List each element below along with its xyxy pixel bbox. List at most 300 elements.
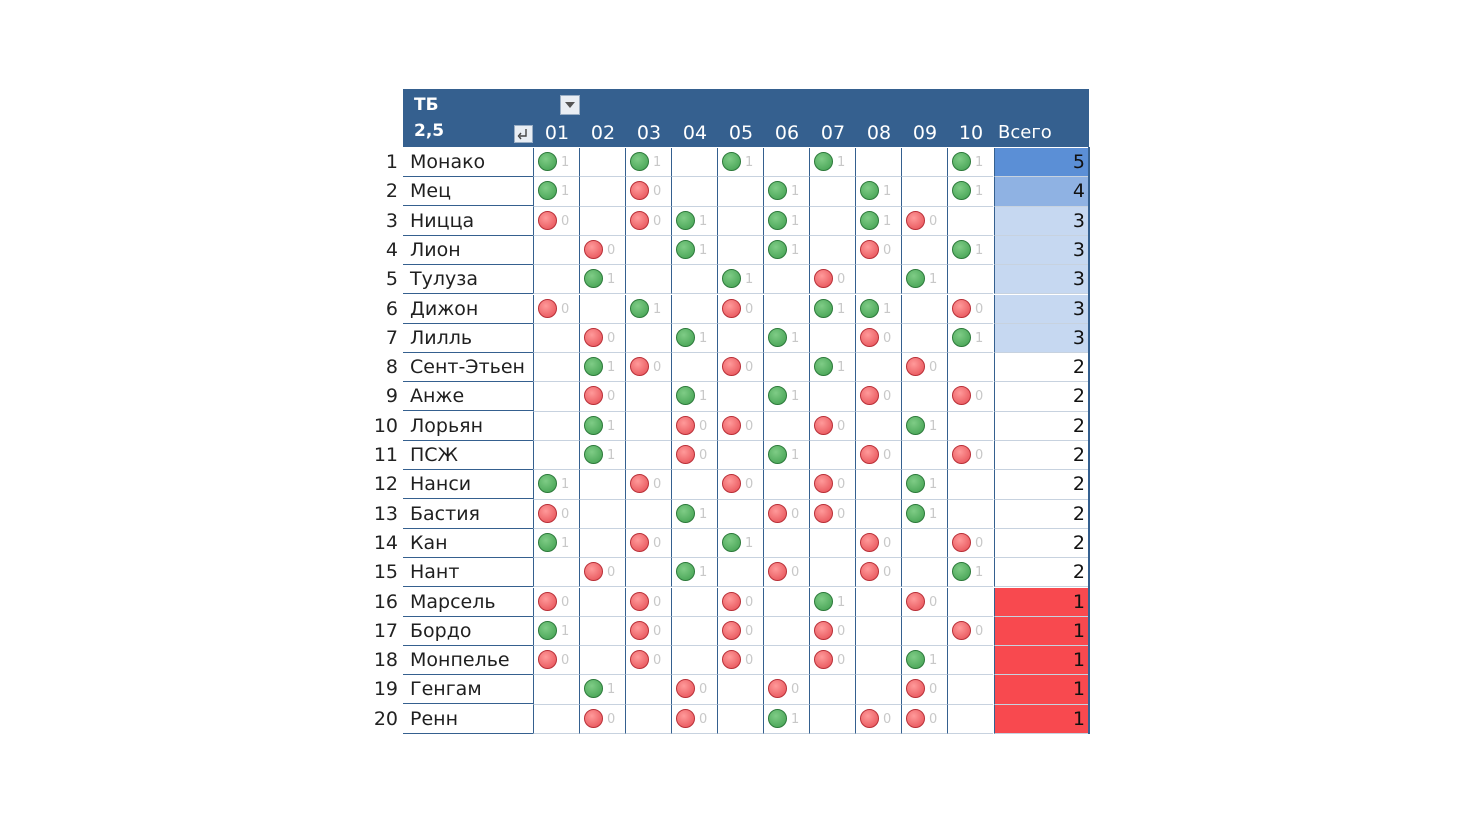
value-cell[interactable] [533,236,579,265]
column-header[interactable]: 03 [636,122,662,144]
value-cell[interactable] [579,588,625,617]
red-circle-icon [584,562,603,581]
value-cell[interactable] [947,295,993,324]
table-row [370,705,1090,734]
team-name-cell[interactable]: Монпелье [403,646,533,675]
value-cell[interactable] [625,470,671,499]
cell-value: 1 [561,184,570,200]
value-cell[interactable] [763,500,809,529]
table-row [370,353,1090,382]
cell-value: 1 [699,506,708,522]
total-cell[interactable]: 3 [994,324,1089,353]
total-cell[interactable]: 2 [994,558,1089,587]
value-cell[interactable] [533,207,579,236]
total-cell[interactable]: 2 [994,412,1089,441]
cell-value: 1 [561,623,570,639]
row-number: 3 [385,209,398,232]
value-cell[interactable] [855,646,901,675]
cell-value: 1 [837,594,846,610]
table-row [370,470,1090,499]
value-cell[interactable] [947,177,993,206]
value-cell[interactable] [671,558,717,587]
red-circle-icon [860,445,879,464]
red-circle-icon [676,416,695,435]
red-circle-icon [584,386,603,405]
value-cell[interactable] [717,295,763,324]
value-cell[interactable] [625,646,671,675]
value-cell[interactable] [625,295,671,324]
value-cell[interactable] [809,441,855,470]
value-cell[interactable] [901,236,947,265]
value-cell[interactable] [947,412,993,441]
value-cell[interactable] [533,617,579,646]
value-cell[interactable] [717,617,763,646]
column-header[interactable]: 07 [820,122,846,144]
value-cell[interactable] [533,470,579,499]
team-name-cell[interactable]: Мец [403,177,533,206]
value-cell[interactable] [947,646,993,675]
value-cell[interactable] [855,441,901,470]
value-cell[interactable] [579,177,625,206]
value-cell[interactable] [579,236,625,265]
green-circle-icon [584,357,603,376]
value-cell[interactable] [763,177,809,206]
value-cell[interactable] [763,441,809,470]
value-cell[interactable] [809,412,855,441]
value-cell[interactable] [671,324,717,353]
value-cell[interactable] [901,470,947,499]
red-circle-icon [722,650,741,669]
row-number: 1 [385,151,398,173]
value-cell[interactable] [671,646,717,675]
red-circle-icon [538,211,557,230]
value-cell[interactable] [763,382,809,411]
value-cell[interactable] [625,148,671,177]
value-cell[interactable] [809,558,855,587]
value-cell[interactable] [855,177,901,206]
cell-value: 0 [745,360,754,376]
value-cell[interactable] [579,500,625,529]
value-cell[interactable] [579,617,625,646]
red-circle-icon [860,240,879,259]
team-name-cell[interactable]: Монако [403,148,533,177]
column-header[interactable]: 04 [682,122,708,144]
value-cell[interactable] [947,558,993,587]
value-cell[interactable] [625,558,671,587]
value-cell[interactable] [763,236,809,265]
total-cell[interactable]: 1 [994,617,1089,646]
value-cell[interactable] [947,382,993,411]
value-cell[interactable] [579,705,625,734]
team-name-cell[interactable]: Бастия [403,500,533,529]
team-name-cell[interactable]: Сент-Этьен [403,353,533,382]
value-cell[interactable] [717,675,763,704]
value-cell[interactable] [763,705,809,734]
value-cell[interactable] [717,177,763,206]
value-cell[interactable] [763,470,809,499]
value-cell[interactable] [579,470,625,499]
value-cell[interactable] [901,500,947,529]
value-cell[interactable] [901,382,947,411]
team-name-cell[interactable]: Лилль [403,324,533,353]
table-row [370,588,1090,617]
total-cell[interactable]: 5 [994,148,1089,177]
value-cell[interactable] [671,705,717,734]
team-name-cell[interactable]: Лион [403,236,533,265]
value-cell[interactable] [855,412,901,441]
value-cell[interactable] [671,675,717,704]
green-circle-icon [676,240,695,259]
value-cell[interactable] [947,617,993,646]
value-cell[interactable] [809,207,855,236]
value-cell[interactable] [671,588,717,617]
value-cell[interactable] [717,353,763,382]
cell-value: 0 [975,448,984,463]
red-circle-icon [676,679,695,698]
value-cell[interactable] [579,558,625,587]
cell-value: 0 [653,623,662,639]
value-cell[interactable] [579,148,625,177]
value-cell[interactable] [901,412,947,441]
value-cell[interactable] [625,588,671,617]
value-cell[interactable] [533,295,579,324]
value-cell[interactable] [809,705,855,734]
value-cell[interactable] [717,148,763,177]
value-cell[interactable] [901,646,947,675]
value-cell[interactable] [671,470,717,499]
team-name-cell[interactable]: ПСЖ [403,441,533,470]
value-cell[interactable] [717,207,763,236]
value-cell[interactable] [671,236,717,265]
value-cell[interactable] [717,646,763,675]
value-cell[interactable] [533,588,579,617]
value-cell[interactable] [533,558,579,587]
value-cell[interactable] [763,588,809,617]
value-cell[interactable] [579,324,625,353]
value-cell[interactable] [947,529,993,558]
value-cell[interactable] [533,705,579,734]
value-cell[interactable] [763,148,809,177]
value-cell[interactable] [901,558,947,587]
team-name-cell[interactable]: Генгам [403,675,533,704]
value-cell[interactable] [763,265,809,294]
value-cell[interactable] [625,675,671,704]
total-cell[interactable]: 2 [994,353,1089,382]
value-cell[interactable] [717,558,763,587]
value-cell[interactable] [809,646,855,675]
value-cell[interactable] [855,675,901,704]
value-cell[interactable] [763,558,809,587]
total-cell[interactable]: 3 [994,207,1089,236]
filter-dropdown-button[interactable] [560,95,580,115]
value-cell[interactable] [763,675,809,704]
value-cell[interactable] [947,265,993,294]
value-cell[interactable] [671,148,717,177]
value-cell[interactable] [625,353,671,382]
total-cell[interactable]: 2 [994,529,1089,558]
table-row [370,558,1090,587]
value-cell[interactable] [901,177,947,206]
value-cell[interactable] [809,675,855,704]
team-name-cell[interactable]: Тулуза [403,265,533,294]
value-cell[interactable] [533,412,579,441]
red-circle-icon [860,709,879,728]
cell-value: 1 [607,272,616,288]
cell-value: 0 [607,242,616,258]
value-cell[interactable] [533,177,579,206]
value-cell[interactable] [579,529,625,558]
value-cell[interactable] [717,470,763,499]
cell-value: 1 [699,389,708,405]
cell-value: 1 [653,301,662,317]
row-number: 17 [373,619,398,642]
red-circle-icon [538,299,557,318]
cell-value: 0 [929,711,938,727]
value-cell[interactable] [809,265,855,294]
value-cell[interactable] [671,265,717,294]
table-row [370,500,1090,529]
value-cell[interactable] [809,353,855,382]
value-cell[interactable] [947,500,993,529]
value-cell[interactable] [901,265,947,294]
team-name-cell[interactable]: Нанси [403,470,533,499]
value-cell[interactable] [717,705,763,734]
column-header[interactable]: 05 [728,122,754,144]
value-cell[interactable] [947,207,993,236]
cell-value: 0 [607,330,616,346]
column-header[interactable]: 06 [774,122,800,144]
value-cell[interactable] [717,588,763,617]
value-cell[interactable] [809,470,855,499]
value-cell[interactable] [717,324,763,353]
value-cell[interactable] [855,705,901,734]
value-cell[interactable] [625,617,671,646]
team-name-cell[interactable]: Анже [403,382,533,411]
value-cell[interactable] [947,588,993,617]
value-cell[interactable] [625,177,671,206]
value-cell[interactable] [579,382,625,411]
value-cell[interactable] [855,529,901,558]
value-cell[interactable] [901,588,947,617]
value-cell[interactable] [625,382,671,411]
value-cell[interactable] [717,441,763,470]
value-cell[interactable] [671,177,717,206]
green-circle-icon [538,474,557,493]
value-cell[interactable] [809,617,855,646]
value-cell[interactable] [855,382,901,411]
value-cell[interactable] [947,148,993,177]
value-cell[interactable] [763,617,809,646]
column-header[interactable]: 09 [912,122,938,144]
value-cell[interactable] [533,324,579,353]
total-cell[interactable]: 4 [994,177,1089,206]
value-cell[interactable] [671,529,717,558]
value-cell[interactable] [671,295,717,324]
value-cell[interactable] [579,207,625,236]
value-cell[interactable] [579,441,625,470]
total-cell[interactable]: 1 [994,705,1089,734]
value-cell[interactable] [579,265,625,294]
value-cell[interactable] [947,441,993,470]
value-cell[interactable] [901,207,947,236]
cell-value: 1 [699,330,708,346]
cell-value: 0 [699,418,708,434]
value-cell[interactable] [855,617,901,646]
value-cell[interactable] [625,529,671,558]
value-cell[interactable] [947,675,993,704]
red-circle-icon [814,474,833,493]
value-cell[interactable] [809,588,855,617]
cell-value: 0 [653,477,662,493]
value-cell[interactable] [901,529,947,558]
team-name-cell[interactable]: Марсель [403,588,533,617]
value-cell[interactable] [763,295,809,324]
column-header-total[interactable]: Всего [998,122,1052,143]
value-cell[interactable] [533,148,579,177]
value-cell[interactable] [625,441,671,470]
total-cell[interactable]: 3 [994,295,1089,324]
value-cell[interactable] [579,353,625,382]
value-cell[interactable] [947,470,993,499]
value-cell[interactable] [947,324,993,353]
value-cell[interactable] [809,295,855,324]
value-cell[interactable] [717,382,763,411]
team-name-cell[interactable]: Дижон [403,295,533,324]
value-cell[interactable] [533,353,579,382]
value-cell[interactable] [855,588,901,617]
value-cell[interactable] [671,353,717,382]
value-cell[interactable] [533,500,579,529]
total-cell[interactable]: 1 [994,646,1089,675]
value-cell[interactable] [947,236,993,265]
value-cell[interactable] [763,529,809,558]
value-cell[interactable] [809,148,855,177]
value-cell[interactable] [901,324,947,353]
row-sort-button[interactable] [514,125,533,143]
team-name-cell[interactable]: Ницца [403,207,533,236]
value-cell[interactable] [947,705,993,734]
value-cell[interactable] [763,353,809,382]
team-name-cell[interactable]: Кан [403,529,533,558]
value-cell[interactable] [901,148,947,177]
value-cell[interactable] [763,207,809,236]
value-cell[interactable] [579,412,625,441]
total-cell[interactable]: 3 [994,236,1089,265]
value-cell[interactable] [533,529,579,558]
cell-value: 1 [791,242,800,258]
value-cell[interactable] [625,324,671,353]
value-cell[interactable] [671,617,717,646]
cell-value: 0 [745,653,754,669]
value-cell[interactable] [717,265,763,294]
value-cell[interactable] [901,617,947,646]
value-cell[interactable] [901,295,947,324]
value-cell[interactable] [579,675,625,704]
value-cell[interactable] [625,207,671,236]
team-name-cell[interactable]: Бордо [403,617,533,646]
value-cell[interactable] [579,646,625,675]
value-cell[interactable] [809,324,855,353]
value-cell[interactable] [901,353,947,382]
value-cell[interactable] [625,412,671,441]
value-cell[interactable] [763,324,809,353]
total-cell[interactable]: 2 [994,470,1089,499]
value-cell[interactable] [671,441,717,470]
cell-value: 0 [745,477,754,493]
value-cell[interactable] [579,295,625,324]
row-number: 18 [373,649,398,672]
value-cell[interactable] [901,705,947,734]
value-cell[interactable] [533,441,579,470]
team-name-cell[interactable]: Нант [403,558,533,587]
value-cell[interactable] [625,265,671,294]
value-cell[interactable] [533,382,579,411]
value-cell[interactable] [717,529,763,558]
value-cell[interactable] [947,353,993,382]
column-header[interactable]: 10 [958,122,984,144]
team-name-cell[interactable]: Лорьян [403,412,533,441]
green-circle-icon [906,504,925,523]
value-cell[interactable] [809,500,855,529]
value-cell[interactable] [855,148,901,177]
value-cell[interactable] [717,236,763,265]
value-cell[interactable] [763,412,809,441]
value-cell[interactable] [625,705,671,734]
value-cell[interactable] [717,412,763,441]
value-cell[interactable] [901,675,947,704]
value-cell[interactable] [717,500,763,529]
value-cell[interactable] [533,265,579,294]
value-cell[interactable] [855,236,901,265]
value-cell[interactable] [855,207,901,236]
column-header[interactable]: 01 [544,122,570,144]
total-cell[interactable]: 3 [994,265,1089,294]
column-header[interactable]: 02 [590,122,616,144]
value-cell[interactable] [625,236,671,265]
total-cell[interactable]: 2 [994,500,1089,529]
value-cell[interactable] [855,500,901,529]
value-cell[interactable] [533,675,579,704]
green-circle-icon [630,152,649,171]
team-name-cell[interactable]: Ренн [403,705,533,734]
red-circle-icon [722,621,741,640]
value-cell[interactable] [533,646,579,675]
value-cell[interactable] [855,470,901,499]
value-cell[interactable] [671,500,717,529]
total-cell[interactable]: 2 [994,382,1089,411]
column-header[interactable]: 08 [866,122,892,144]
value-cell[interactable] [855,558,901,587]
value-cell[interactable] [855,324,901,353]
value-cell[interactable] [901,441,947,470]
value-cell[interactable] [809,177,855,206]
value-cell[interactable] [671,412,717,441]
value-cell[interactable] [809,382,855,411]
value-cell[interactable] [855,353,901,382]
total-cell[interactable]: 1 [994,588,1089,617]
value-cell[interactable] [671,382,717,411]
value-cell[interactable] [763,646,809,675]
value-cell[interactable] [809,529,855,558]
value-cell[interactable] [671,207,717,236]
value-cell[interactable] [855,295,901,324]
total-cell[interactable]: 2 [994,441,1089,470]
cell-value: 1 [745,272,754,288]
value-cell[interactable] [625,500,671,529]
total-cell[interactable]: 1 [994,675,1089,704]
value-cell[interactable] [809,236,855,265]
value-cell[interactable] [855,265,901,294]
